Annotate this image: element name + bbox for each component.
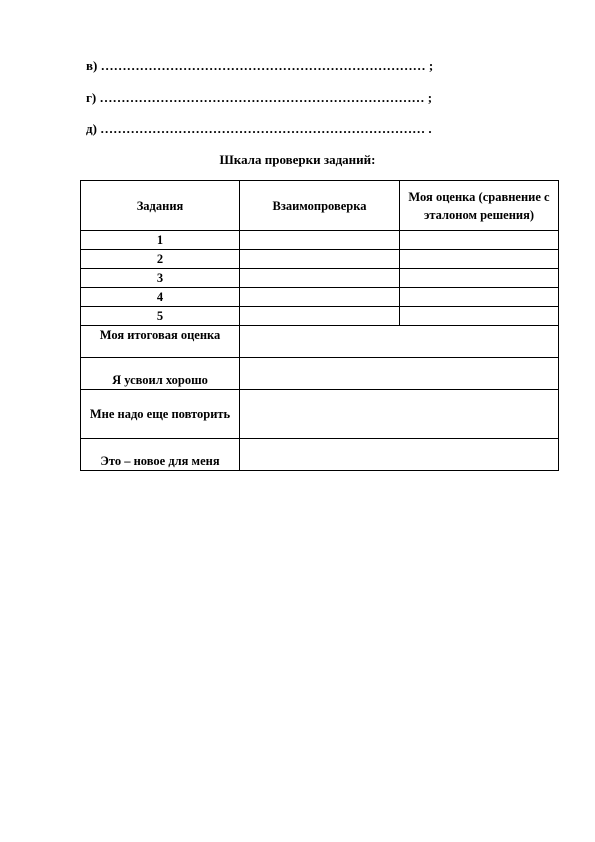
answer-line-v: в) ………………………………………………………………… ; <box>86 58 434 73</box>
table-row <box>81 269 559 288</box>
self-assessment-cell[interactable] <box>400 250 559 269</box>
peer-check-cell[interactable] <box>240 307 400 326</box>
task-number: 3 <box>81 269 240 288</box>
header-peer-check: Взаимопроверка <box>240 181 400 231</box>
learned-label: Я усвоил хорошо <box>81 358 240 390</box>
task-number: 5 <box>81 307 240 326</box>
peer-check-cell[interactable] <box>240 250 400 269</box>
assessment-table <box>80 180 559 471</box>
header-tasks: Задания <box>81 181 240 231</box>
final-grade-row <box>81 326 559 358</box>
table-row <box>81 250 559 269</box>
self-assessment-cell[interactable] <box>400 307 559 326</box>
self-assessment-cell[interactable] <box>400 288 559 307</box>
peer-check-cell[interactable] <box>240 269 400 288</box>
peer-check-cell[interactable] <box>240 231 400 250</box>
header-self-assessment: Моя оценка (сравнение с эталоном решения) <box>400 181 559 231</box>
final-grade-label: Моя итоговая оценка <box>81 326 240 358</box>
table-row <box>81 231 559 250</box>
new-cell[interactable] <box>240 439 559 471</box>
learned-row <box>81 358 559 390</box>
answer-line-d: д) ………………………………………………………………… . <box>86 121 432 136</box>
header-row <box>81 181 559 231</box>
repeat-cell[interactable] <box>240 390 559 439</box>
table-row <box>81 288 559 307</box>
self-assessment-cell[interactable] <box>400 231 559 250</box>
task-number: 4 <box>81 288 240 307</box>
repeat-row <box>81 390 559 439</box>
new-row <box>81 439 559 471</box>
self-assessment-cell[interactable] <box>400 269 559 288</box>
final-grade-cell[interactable] <box>240 326 559 358</box>
table-row <box>81 307 559 326</box>
peer-check-cell[interactable] <box>240 288 400 307</box>
answer-line-g: г) ………………………………………………………………… ; <box>86 90 433 105</box>
task-number: 1 <box>81 231 240 250</box>
new-label: Это – новое для меня <box>81 439 240 471</box>
task-number: 2 <box>81 250 240 269</box>
learned-cell[interactable] <box>240 358 559 390</box>
table-title: Шкала проверки заданий: <box>219 152 376 167</box>
repeat-label: Мне надо еще повторить <box>81 390 240 439</box>
